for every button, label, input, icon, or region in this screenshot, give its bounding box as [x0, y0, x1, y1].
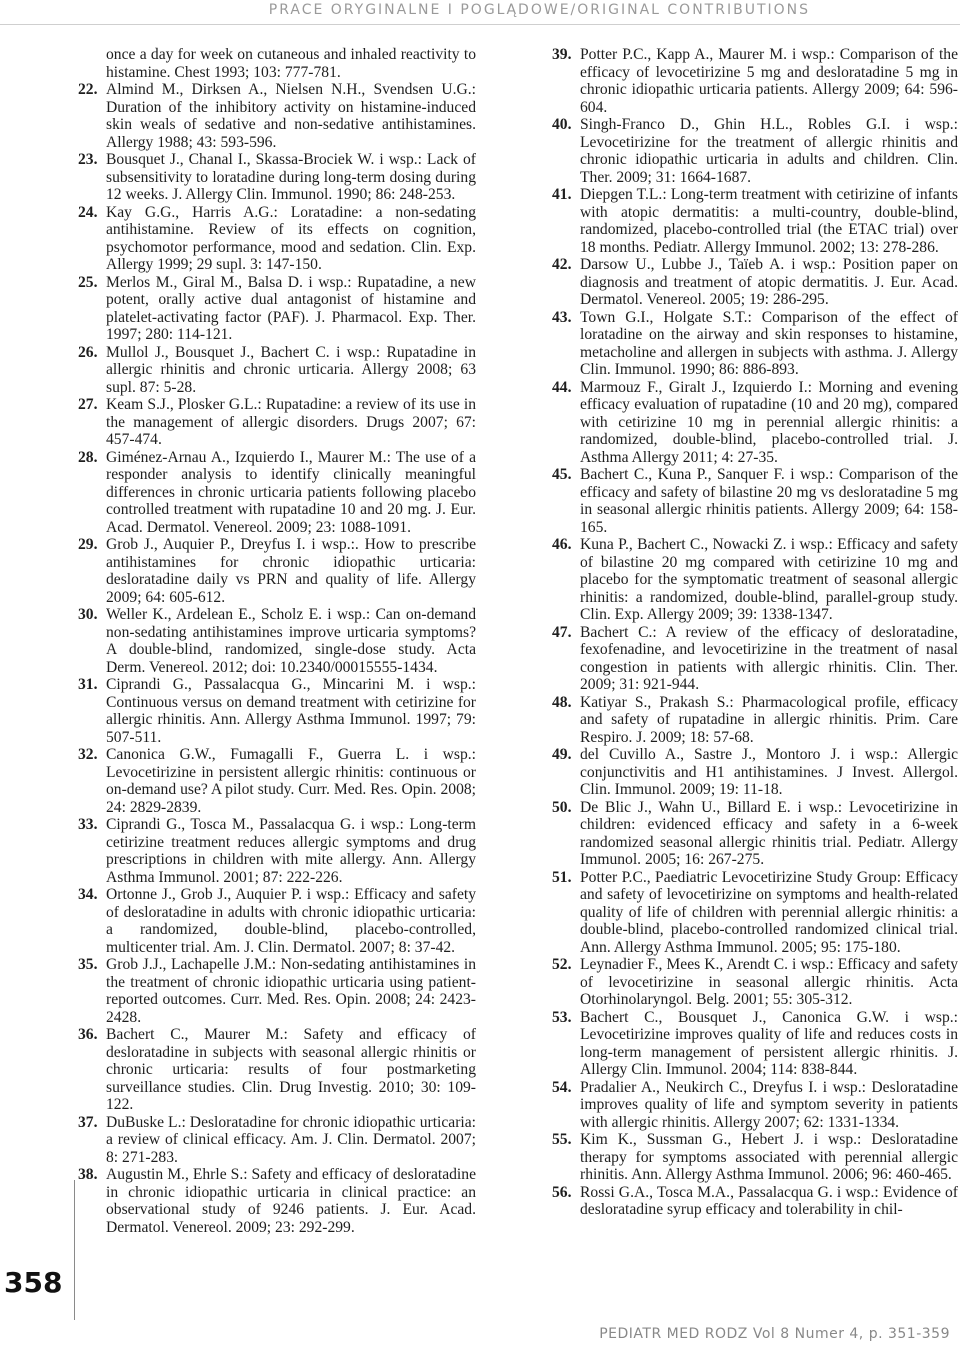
reference-number: 56. [552, 1183, 572, 1201]
reference-text: Pradalier A., Neukirch C., Dreyfus I. i wsp.: Desloratadine improves quality of life and symptom severity in patients with allergic rhinitis. Allergy 2007; 62: 1331-1334. [580, 1078, 958, 1131]
reference-number: 39. [552, 46, 572, 63]
reference-number: 52. [552, 956, 572, 973]
reference-text: Grob J.J., Lachapelle J.M.: Non-sedating antihistamines in the treatment of chronic idiopathic urticaria using patient-reported outcomes. Curr. Med. Res. Opin. 2008; 24: 2423-2428. [106, 956, 476, 1026]
reference-item [78, 1114, 476, 1167]
reference-text: Keam S.J., Plosker G.L.: Rupatadine: a review of its use in the management of allergic disorders. Drugs 2007; 67: 457-474. [106, 396, 476, 448]
reference-text: Bachert C., Bousquet J., Canonica G.W. i wsp.: Levocetirizine improves quality of life and reduces costs in long-term management of persistent allergic rhinitis. J. Allergy Clin. Immunol. 2004; 114: 838-844. [580, 1008, 958, 1078]
reference-item [78, 344, 476, 397]
reference-item [78, 746, 476, 816]
reference-item [552, 536, 958, 624]
reference-number: 35. [78, 956, 98, 973]
reference-text: Katiyar S., Prakash S.: Pharmacological profile, efficacy and safety of rupatadine in allergic rhinitis. Prim. Care Respiro. J. 2009; 18: 57-68. [580, 693, 958, 746]
reference-text: Weller K., Ardelean E., Scholz E. i wsp.: Can on-demand non-sedating antihistamines improve urticaria symptoms? A double-blind, randomized, single-dose study. Acta Derm. Venereol. 2012; doi: 10.2340/00015555-1434. [106, 606, 476, 676]
reference-item [552, 624, 958, 694]
reference-text: Bachert C.: A review of the efficacy of desloratadine, fexofenadine, and levocetirizine in the treatment of nasal congestion in patients with allergic rhinitis. Clin. Ther. 2009; 31: 921-944. [580, 623, 958, 693]
reference-item [552, 694, 958, 747]
page-number: 358 [4, 1266, 63, 1299]
reference-list-left [78, 81, 476, 1236]
reference-number: 29. [78, 536, 98, 553]
reference-item [552, 1131, 958, 1184]
reference-item [552, 1079, 958, 1132]
reference-text: Almind M., Dirksen A., Nielsen N.H., Svendsen U.G.: Duration of the inhibitory activity on histamine-induced skin weals of sedative and non-sedative antihistamines. Allergy 1988; 43: 593-596. [106, 81, 476, 151]
reference-item [552, 256, 958, 309]
reference-item [552, 746, 958, 799]
reference-number: 32. [78, 746, 98, 763]
reference-number: 45. [552, 466, 572, 483]
reference-item [78, 449, 476, 537]
reference-text: Diepgen T.L.: Long-term treatment with cetirizine of infants with atopic dermatitis: a multi-country, double-blind, randomized, placebo-controlled trial (the ETAC trial) over 18 months. Pediatr. Allergy Immunol. 2002; 13: 278-286. [580, 186, 958, 256]
reference-item [552, 1009, 958, 1079]
reference-number: 49. [552, 746, 572, 763]
reference-text: Singh-Franco D., Ghin H.L., Robles G.I. i wsp.: Levocetirizine for the treatment of allergic rhinitis and chronic idiopathic urticaria in adults and children. Clin. Ther. 2009; 31: 1664-1687. [580, 116, 958, 186]
reference-text: del Cuvillo A., Sastre J., Montoro J. i wsp.: Allergic conjunctivitis and H1 antihistamines. J Invest. Allergol. Clin. Immunol. 2009; 19: 11-18. [580, 746, 958, 798]
reference-text: Kay G.G., Harris A.G.: Loratadine: a non-sedating antihistamine. Review of its effects on cognition, psychomotor performance, mood and sedation. Clin. Exp. Allergy 1999; 29 supl. 3: 147-150. [106, 203, 476, 273]
reference-item [78, 204, 476, 274]
reference-item [78, 81, 476, 151]
reference-text: Augustin M., Ehrle S.: Safety and efficacy of desloratadine in chronic idiopathic urticaria in clinical practice: an observational study of 9246 patients. J. Eur. Acad. Dermatol. Venereol. 2009; 23: 292-299. [106, 1166, 476, 1236]
reference-number: 26. [78, 343, 98, 361]
header-rule [0, 24, 960, 25]
reference-text: Kuna P., Bachert C., Nowacki Z. i wsp.: Efficacy and safety of bilastine 20 mg compared with cetirizine 10 mg and placebo for the symptomatic treatment of seasonal allergic rhinitis: a randomized, double-blind, parallel-group study. Clin. Exp. Allergy 2009; 39: 1338-1347. [580, 536, 958, 623]
reference-text: Kim K., Sussman G., Hebert J. i wsp.: Desloratadine therapy for symptoms associated with perennial allergic rhinitis. Ann. Allergy Asthma Immunol. 2006; 96: 460-465. [580, 1131, 958, 1183]
reference-text: Potter P.C., Kapp A., Maurer M. i wsp.: Comparison of the efficacy of levocetirizine 5 mg and desloratadine 5 mg in chronic idiopathic urticaria patients. Allergy 2009; 64: 596-604. [580, 46, 958, 116]
reference-number: 55. [552, 1131, 572, 1148]
reference-number: 28. [78, 448, 98, 466]
reference-number: 25. [78, 273, 98, 291]
reference-text: Giménez-Arnau A., Izquierdo I., Maurer M.: The use of a responder analysis to identify clinically meaningful differences in chronic urticaria patients following placebo controlled treatment with rupatadine 10 and 20 mg. J. Eur. Acad. Dermatol. Venereol. 2009; 23: 1088-1091. [106, 448, 476, 536]
reference-item [78, 1026, 476, 1114]
reference-number: 46. [552, 536, 572, 553]
reference-text: DuBuske L.: Desloratadine for chronic idiopathic urticaria: a review of clinical efficacy. Am. J. Clin. Dermatol. 2007; 8: 271-283. [106, 1113, 476, 1166]
reference-number: 27. [78, 396, 98, 413]
reference-number: 31. [78, 676, 98, 693]
reference-item [552, 869, 958, 957]
reference-number: 30. [78, 606, 98, 623]
reference-number: 54. [552, 1078, 572, 1096]
reference-number: 48. [552, 693, 572, 711]
reference-number: 22. [78, 81, 98, 98]
reference-number: 44. [552, 378, 572, 396]
reference-text: Leynadier F., Mees K., Arendt C. i wsp.: Efficacy and safety of levocetirizine in seasonal allergic rhinitis. Acta Otorhinolaryngol. Belg. 2001; 55: 305-312. [580, 956, 958, 1008]
reference-item [78, 886, 476, 956]
reference-number: 24. [78, 203, 98, 221]
reference-number: 50. [552, 798, 572, 816]
reference-column-left [78, 46, 476, 1236]
reference-number: 34. [78, 886, 98, 903]
reference-item [552, 46, 958, 116]
reference-text: Ciprandi G., Passalacqua G., Mincarini M. i wsp.: Continuous versus on demand treatment with cetirizine for allergic rhinitis. Ann. Allergy Asthma Immunol. 1997; 79: 507-511. [106, 676, 476, 746]
reference-number: 40. [552, 116, 572, 133]
reference-list-right [552, 46, 958, 1219]
reference-item [78, 274, 476, 344]
reference-item [552, 466, 958, 536]
reference-item [552, 1184, 958, 1219]
reference-number: 53. [552, 1008, 572, 1026]
reference-item [78, 396, 476, 449]
reference-item [78, 676, 476, 746]
reference-text: Ciprandi G., Tosca M., Passalacqua G. i wsp.: Long-term cetirizine treatment reduces allergic symptoms and drug prescriptions in children with mite allergy. Ann. Allergy Asthma Immunol. 2001; 87: 222-226. [106, 816, 476, 886]
reference-number: 37. [78, 1113, 98, 1131]
reference-item [78, 1166, 476, 1236]
reference-text: Grob J., Auquier P., Dreyfus I. i wsp.:. How to prescribe antihistamines for chronic idiopathic urticaria: desloratadine daily vs PRN and quality of life. Allergy 2009; 64: 605-612. [106, 536, 476, 606]
reference-text: De Blic J., Wahn U., Billard E. i wsp.: Levocetirizine in children: evidenced efficacy and safety in a 6-week randomized seasonal allergic rhinitis trial. Pediatr. Allergy Immunol. 2005; 16: 267-275. [580, 798, 958, 868]
reference-item [552, 116, 958, 186]
reference-column-right [552, 46, 958, 1219]
reference-text: Mullol J., Bousquet J., Bachert C. i wsp.: Rupatadine in allergic rhinitis and chronic urticaria. Allergy 2008; 63 supl. 87: 5-28. [106, 343, 476, 396]
reference-item [552, 309, 958, 379]
reference-number: 43. [552, 308, 572, 326]
footer-citation: PEDIATR MED RODZ Vol 8 Numer 4, p. 351-359 [599, 1326, 950, 1342]
reference-number: 33. [78, 816, 98, 833]
reference-number: 36. [78, 1026, 98, 1043]
reference-text: Darsow U., Lubbe J., Taïeb A. i wsp.: Position paper on diagnosis and treatment of atopic dermatitis. J. Eur. Acad. Dermatol. Venereol. 2005; 19: 286-295. [580, 256, 958, 308]
reference-number: 38. [78, 1166, 98, 1183]
header-title: PRACE ORYGINALNE I POGLĄDOWE/ORIGINAL CONTRIBUTIONS [268, 2, 810, 18]
reference-text: Marmouz F., Giralt J., Izquierdo I.: Morning and evening efficacy evaluation of rupatadine (10 and 20 mg), compared with cetirizine 10 mg in perennial allergic rhinitis: a randomized, double-blind, placebo-controlled trial. J. Asthma Allergy 2011; 4: 27-35. [580, 378, 958, 466]
reference-text: Ortonne J., Grob J., Auquier P. i wsp.: Efficacy and safety of desloratadine in adults with chronic idiopathic urticaria: a randomized, double-blind, placebo-controlled, multicenter trial. Am. J. Clin. Dermatol. 2007; 8: 37-42. [106, 886, 476, 956]
reference-item [78, 536, 476, 606]
reference-number: 42. [552, 256, 572, 273]
page-number-rule [74, 1180, 75, 1320]
reference-continuation: once a day for week on cutaneous and inhaled reactivity to histamine. Chest 1993; 103: 777-781. [106, 46, 476, 81]
reference-text: Canonica G.W., Fumagalli F., Guerra L. i wsp.: Levocetirizine in persistent allergic rhinitis: continuous or on-demand use? A pilot study. Curr. Med. Res. Opin. 2008; 24: 2829-2839. [106, 746, 476, 816]
reference-item [78, 816, 476, 886]
reference-item [78, 151, 476, 204]
reference-item [552, 379, 958, 467]
reference-text: Bousquet J., Chanal I., Skassa-Brociek W. i wsp.: Lack of subsensitivity to loratadine during long-term dosing during 12 weeks. J. Allergy Clin. Immunol. 1990; 86: 248-253. [106, 151, 476, 203]
reference-number: 47. [552, 623, 572, 641]
reference-text: Town G.I., Holgate S.T.: Comparison of the effect of loratadine on the airway and skin responses to histamine, metacholine and allergen in subjects with asthma. J. Allergy Clin. Immunol. 1990; 86: 886-893. [580, 308, 958, 378]
running-header [0, 0, 960, 24]
reference-number: 51. [552, 868, 572, 886]
reference-item [78, 606, 476, 676]
reference-number: 23. [78, 151, 98, 168]
reference-text: Rossi G.A., Tosca M.A., Passalacqua G. i wsp.: Evidence of desloratadine syrup efficacy and tolerability in chil- [580, 1183, 958, 1218]
reference-item [552, 799, 958, 869]
reference-text: Potter P.C., Paediatric Levocetirizine Study Group: Efficacy and safety of levocetirizine on symptoms and health-related quality of life of children with perennial allergic rhinitis: a double-blind, placebo-controlled randomized clinical trial. Ann. Allergy Asthma Immunol. 2005; 95: 175-180. [580, 868, 958, 956]
reference-item [552, 956, 958, 1009]
reference-number: 41. [552, 186, 572, 203]
reference-text: Merlos M., Giral M., Balsa D. i wsp.: Rupatadine, a new potent, orally active dual antagonist of histamine and platelet-activating factor (PAF). J. Pharmacol. Exp. Ther. 1997; 280: 114-121. [106, 273, 476, 343]
reference-text: Bachert C., Kuna P., Sanquer F. i wsp.: Comparison of the efficacy and safety of bilastine 20 mg vs desloratadine 5 mg in seasonal allergic rhinitis patients. Allergy 2009; 64: 158-165. [580, 466, 958, 536]
reference-item [78, 956, 476, 1026]
reference-item [552, 186, 958, 256]
reference-text: Bachert C., Maurer M.: Safety and efficacy of desloratadine in subjects with seasonal allergic rhinitis or chronic urticaria: results of four postmarketing surveillance studies. Clin. Drug Investig. 2010; 30: 109-122. [106, 1026, 476, 1113]
